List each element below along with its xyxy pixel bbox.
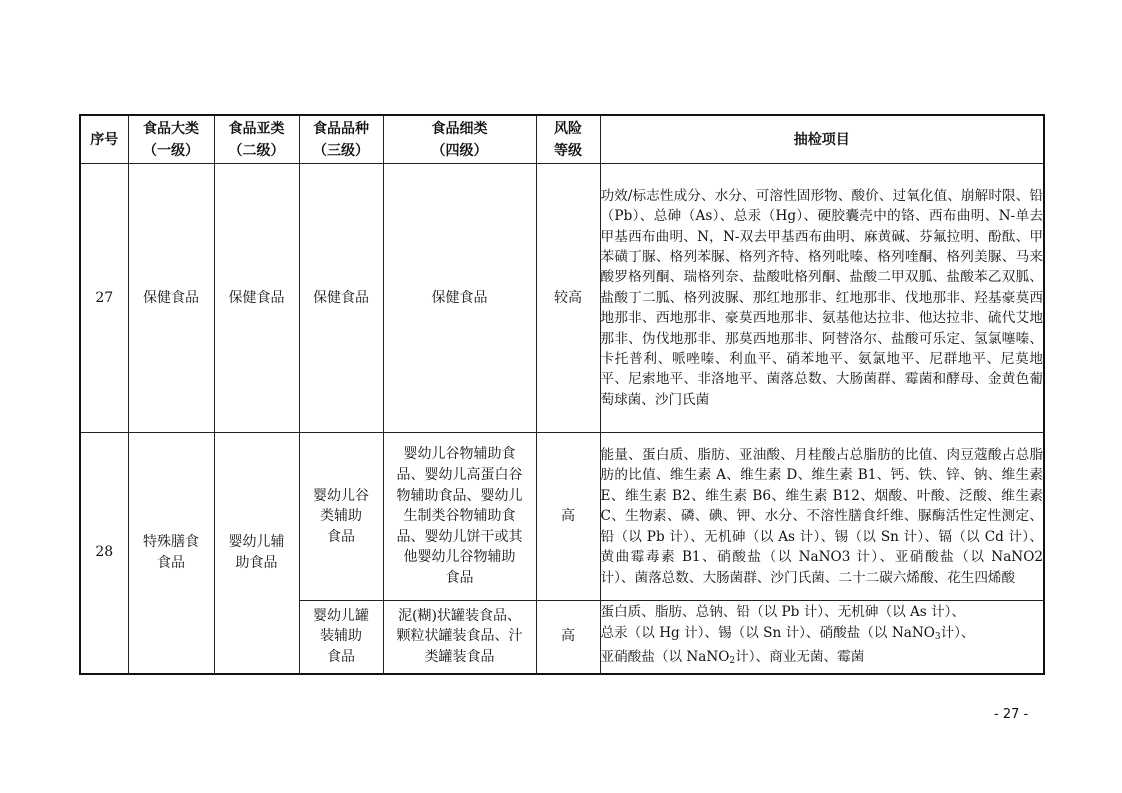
row-cat1-line2: 食品 <box>157 554 185 571</box>
header-risk-line2: 等级 <box>554 142 582 159</box>
header-cat1-line1: 食品大类 <box>143 120 199 137</box>
row-cat3 <box>299 433 383 601</box>
row-cat2: 保健食品 <box>214 164 299 433</box>
row-cat2 <box>214 433 299 674</box>
row-cat1 <box>128 433 214 674</box>
header-cat4 <box>383 115 536 164</box>
row-cat2-line1: 婴幼儿辅 <box>228 534 285 551</box>
row-items: 功效/标志性成分、水分、可溶性固形物、酸价、过氧化值、崩解时限、铅（Pb）、总砷（As）、总汞（Hg）、硬胶囊壳中的铬、西布曲明、N-单去甲基西布曲明、N，N-双去甲基西布曲明、麻黄碱、芬氟拉明、酚酞、甲苯磺丁脲、格列苯脲、格列齐特、格列吡嗪、格列喹酮、格列美脲、马来酸罗格列酮、瑞格列奈、盐酸吡格列酮、盐酸二甲双胍、盐酸苯乙双胍、盐酸丁二胍、格列波脲、那红地那非、红地那非、伐地那非、羟基豪莫西地那非、西地那非、豪莫西地那非、氨基他达拉非、他达拉非、硫代艾地那非、伪伐地那非、那莫西地那非、阿替洛尔、盐酸可乐定、氢氯噻嗪、卡托普利、哌唑嗪、利血平、硝苯地平、氨氯地平、尼群地平、尼莫地平、尼索地平、非洛地平、菌落总数、大肠菌群、霉菌和酵母、金黄色葡萄球菌、沙门氏菌 <box>600 164 1044 433</box>
row-cat4-line: 颗粒状罐装食品、汁 <box>396 628 523 645</box>
row-cat4-line: 食品 <box>445 569 474 586</box>
row-cat4-line: 他婴幼儿谷物辅助 <box>403 549 516 566</box>
header-cat2-line1: 食品亚类 <box>228 120 285 137</box>
header-items: 抽检项目 <box>600 115 1044 164</box>
row-cat3-line: 婴幼儿罐 <box>313 607 369 624</box>
items-text: 总汞（以 Hg 计）、锡（以 Sn 计）、硝酸盐（以 NaNO <box>600 624 935 641</box>
row-cat3 <box>299 601 383 674</box>
row-cat1-line1: 特殊膳食 <box>143 534 199 551</box>
items-text: 计）、商业无菌、霉菌 <box>735 648 865 665</box>
row-seq: 28 <box>80 433 128 674</box>
subscript: 3 <box>934 631 941 642</box>
row-risk: 高 <box>536 433 600 601</box>
row-cat4 <box>383 601 536 674</box>
row-cat3: 保健食品 <box>299 164 383 433</box>
table-row <box>80 433 1044 601</box>
row-cat3-line: 食品 <box>327 649 355 666</box>
row-risk: 较高 <box>536 164 600 433</box>
row-cat4-line: 品、婴幼儿高蛋白谷 <box>396 467 523 484</box>
header-cat2-line2: （二级） <box>228 142 285 159</box>
row-cat4-line: 生制类谷物辅助食 <box>403 508 516 525</box>
header-risk <box>536 115 600 164</box>
row-cat4-line: 婴幼儿谷物辅助食 <box>403 446 516 463</box>
row-cat1: 保健食品 <box>128 164 214 433</box>
header-cat4-line1: 食品细类 <box>431 120 488 137</box>
row-cat4 <box>383 433 536 601</box>
header-row <box>80 115 1044 164</box>
row-cat4: 保健食品 <box>383 164 536 433</box>
inspection-table <box>79 114 1045 675</box>
row-cat4-line: 品、婴幼儿饼干或其 <box>396 528 523 545</box>
header-cat1-line2: （一级） <box>143 142 199 159</box>
header-seq: 序号 <box>80 115 128 164</box>
row-cat3-line: 类辅助 <box>320 508 362 525</box>
header-cat2 <box>214 115 299 164</box>
items-text: 蛋白质、脂肪、总钠、铅（以 Pb 计）、无机砷（以 As 计）、 <box>600 604 966 621</box>
row-items: 能量、蛋白质、脂肪、亚油酸、月桂酸占总脂肪的比值、肉豆蔻酸占总脂肪的比值、维生素 A、维生素 D、维生素 B1、钙、铁、锌、钠、维生素 E、维生素 B2、维生素 B6、维生素 B12、烟酸、叶酸、泛酸、维生素 C、生物素、磷、碘、钾、水分、不溶性膳食纤维、脲酶活性定性测定、铅（以 Pb 计）、无机砷（以 As 计）、锡（以 Sn 计）、镉（以 Cd 计）、黄曲霉毒素 B1、硝酸盐（以 NaNO3 计）、亚硝酸盐（以 NaNO2 计）、菌落总数、大肠菌群、沙门氏菌、二十二碳六烯酸、花生四烯酸 <box>600 433 1044 601</box>
items-text: 计）、 <box>940 624 975 641</box>
row-cat2-line2: 助食品 <box>235 554 278 571</box>
row-cat3-line: 食品 <box>327 528 355 545</box>
page-number: - 27 - <box>994 707 1029 722</box>
row-cat3-line: 婴幼儿谷 <box>313 487 369 504</box>
header-cat4-line2: （四级） <box>431 142 488 159</box>
row-risk: 高 <box>536 601 600 674</box>
row-seq: 27 <box>80 164 128 433</box>
header-risk-line1: 风险 <box>554 120 582 137</box>
row-cat4-line: 物辅助食品、婴幼儿 <box>396 487 523 504</box>
table-row <box>80 164 1044 433</box>
header-cat3-line1: 食品品种 <box>313 120 369 137</box>
items-text: 亚硝酸盐（以 NaNO <box>600 648 730 665</box>
row-cat4-line: 泥(糊)状罐装食品、 <box>398 607 521 624</box>
row-cat3-line: 装辅助 <box>320 628 362 645</box>
header-cat3 <box>299 115 383 164</box>
header-cat1 <box>128 115 214 164</box>
header-cat3-line2: （三级） <box>313 142 369 159</box>
row-cat4-line: 类罐装食品 <box>424 649 495 666</box>
row-items <box>600 601 1044 674</box>
subscript: 2 <box>729 655 736 666</box>
